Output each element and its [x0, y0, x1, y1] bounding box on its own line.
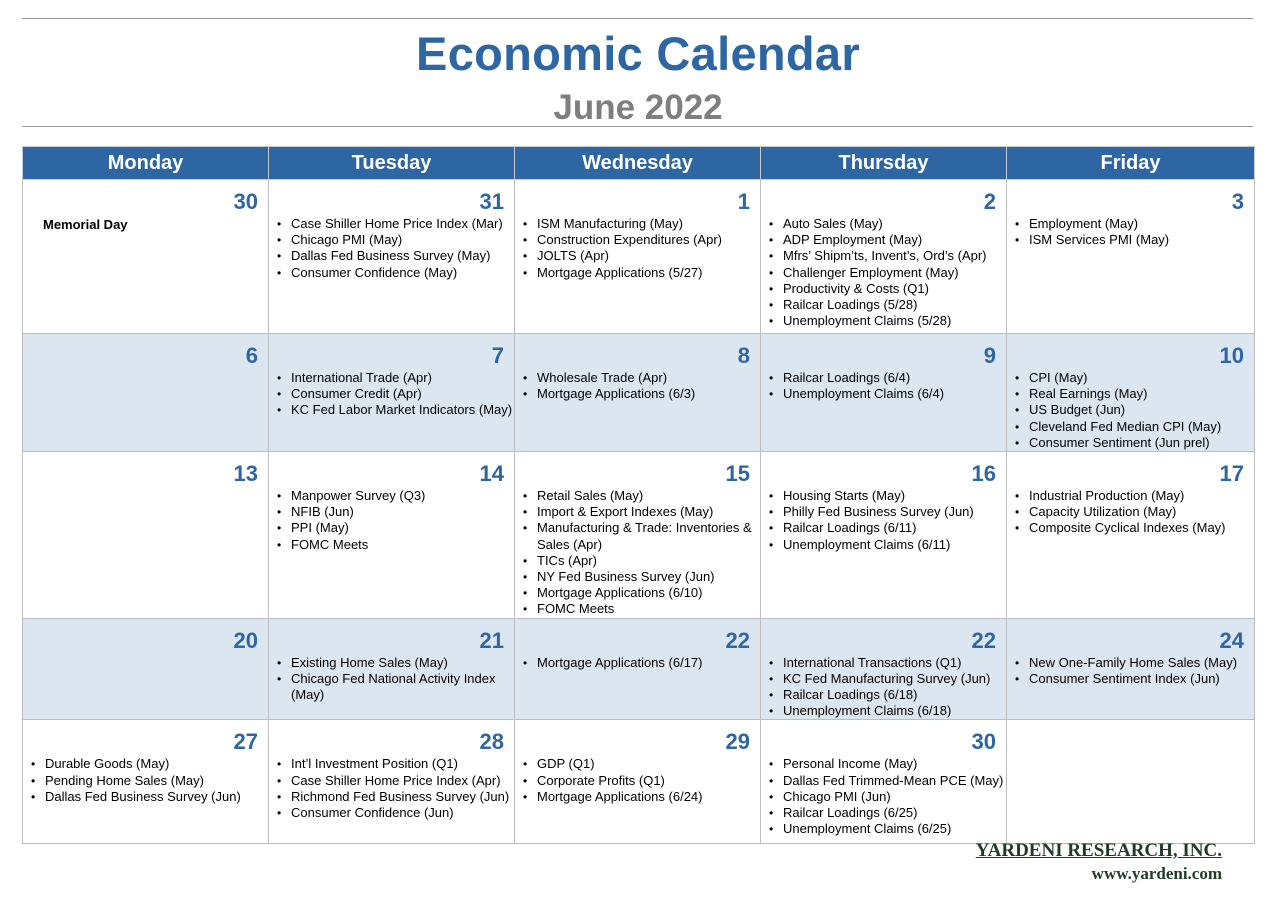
- event-item: • Dallas Fed Business Survey (Jun): [43, 789, 268, 805]
- event-item: • International Trade (Apr): [289, 370, 514, 386]
- event-list: [761, 488, 1006, 553]
- day-number: 7: [491, 343, 504, 368]
- event-item: • ISM Services PMI (May): [1027, 232, 1254, 248]
- header-rule: [22, 126, 1253, 127]
- event-item: • Mfrs’ Shipm’ts, Invent’s, Ord’s (Apr): [781, 248, 1006, 264]
- event-list: [1007, 216, 1254, 248]
- event-item: • Dallas Fed Trimmed-Mean PCE (May): [781, 773, 1006, 789]
- day-number: 8: [737, 343, 750, 368]
- week-row: [23, 334, 1255, 452]
- event-item: • Personal Income (May): [781, 756, 1006, 772]
- event-list: [515, 488, 760, 618]
- event-item: • Mortgage Applications (6/10): [535, 585, 760, 601]
- day-cell: [1007, 334, 1255, 452]
- day-number: 6: [245, 343, 258, 368]
- event-item: • Philly Fed Business Survey (Jun): [781, 504, 1006, 520]
- event-item: • New One-Family Home Sales (May): [1027, 655, 1254, 671]
- day-cell: [269, 618, 515, 720]
- event-item: • Unemployment Claims (6/18): [781, 703, 1006, 719]
- event-item: • International Transactions (Q1): [781, 655, 1006, 671]
- event-item: • ISM Manufacturing (May): [535, 216, 760, 232]
- event-item: • Unemployment Claims (6/11): [781, 537, 1006, 553]
- event-item: • Consumer Confidence (Jun): [289, 805, 514, 821]
- event-item: • Retail Sales (May): [535, 488, 760, 504]
- event-item: • Railcar Loadings (6/18): [781, 687, 1006, 703]
- day-number: 27: [233, 729, 258, 755]
- day-number: 22: [725, 627, 750, 653]
- page-title: Economic Calendar: [416, 27, 860, 80]
- event-item: • Mortgage Applications (6/17): [535, 655, 760, 671]
- event-list: [515, 370, 760, 402]
- day-number: 10: [1219, 343, 1244, 368]
- event-list: [23, 756, 268, 805]
- day-cell: [761, 720, 1007, 844]
- event-item: • Int’l Investment Position (Q1): [289, 756, 514, 772]
- weekday-header: Tuesday: [269, 147, 515, 180]
- day-number: 20: [233, 627, 258, 653]
- event-item: • Unemployment Claims (6/4): [781, 386, 1006, 402]
- week-row: [23, 618, 1255, 720]
- event-list: [761, 216, 1006, 329]
- event-item: • KC Fed Labor Market Indicators (May): [289, 402, 514, 418]
- event-item: • Mortgage Applications (6/24): [535, 789, 760, 805]
- day-cell: [515, 180, 761, 334]
- event-item: • Composite Cyclical Indexes (May): [1027, 520, 1254, 536]
- event-item: • Auto Sales (May): [781, 216, 1006, 232]
- day-cell: [515, 452, 761, 619]
- event-item: • Real Earnings (May): [1027, 386, 1254, 402]
- day-number: 9: [983, 343, 996, 368]
- calendar-table: [22, 146, 1255, 844]
- day-number: 21: [479, 627, 504, 653]
- day-cell: [1007, 452, 1255, 619]
- event-item: • Capacity Utilization (May): [1027, 504, 1254, 520]
- day-cell: [515, 334, 761, 452]
- weekday-header-row: [23, 147, 1255, 180]
- event-item: • FOMC Meets: [535, 601, 760, 617]
- event-list: [761, 655, 1006, 720]
- event-item: • Challenger Employment (May): [781, 265, 1006, 281]
- week-row: [23, 720, 1255, 844]
- event-item: • Manpower Survey (Q3): [289, 488, 514, 504]
- day-cell: [761, 180, 1007, 334]
- page-subtitle: June 2022: [553, 88, 723, 127]
- event-item: • KC Fed Manufacturing Survey (Jun): [781, 671, 1006, 687]
- event-item: • Employment (May): [1027, 216, 1254, 232]
- company-name: YARDENI RESEARCH, INC.: [975, 840, 1222, 861]
- event-item: • TICs (Apr): [535, 553, 760, 569]
- day-cell: [23, 334, 269, 452]
- day-number: 13: [233, 461, 258, 487]
- holiday-label: Memorial Day: [43, 217, 128, 232]
- event-item: • Consumer Sentiment (Jun prel): [1027, 435, 1254, 451]
- event-item: • Mortgage Applications (5/27): [535, 265, 760, 281]
- event-item: • Existing Home Sales (May): [289, 655, 514, 671]
- event-item: • JOLTS (Apr): [535, 248, 760, 264]
- day-number: 17: [1219, 461, 1244, 487]
- day-number: 15: [725, 461, 750, 487]
- event-item: • Industrial Production (May): [1027, 488, 1254, 504]
- week-row: [23, 180, 1255, 334]
- company-website: www.yardeni.com: [1091, 864, 1222, 883]
- event-list: [761, 756, 1006, 837]
- day-cell: [23, 720, 269, 844]
- event-list: [1007, 370, 1254, 451]
- day-number: 30: [971, 729, 996, 755]
- event-item: • Case Shiller Home Price Index (Mar): [289, 216, 514, 232]
- event-item: • Corporate Profits (Q1): [535, 773, 760, 789]
- day-cell: [269, 180, 515, 334]
- day-cell: [1007, 720, 1255, 844]
- event-item: • Pending Home Sales (May): [43, 773, 268, 789]
- day-cell: [23, 452, 269, 619]
- event-list: [269, 370, 514, 419]
- event-item: • Chicago PMI (May): [289, 232, 514, 248]
- day-cell: [1007, 618, 1255, 720]
- event-item: • NY Fed Business Survey (Jun): [535, 569, 760, 585]
- event-item: • CPI (May): [1027, 370, 1254, 386]
- event-list: [269, 488, 514, 553]
- event-item: • ADP Employment (May): [781, 232, 1006, 248]
- event-item: • Railcar Loadings (5/28): [781, 297, 1006, 313]
- day-number: 29: [725, 729, 750, 755]
- week-row: [23, 452, 1255, 619]
- event-list: [515, 756, 760, 805]
- event-item: • Chicago PMI (Jun): [781, 789, 1006, 805]
- event-item: • Consumer Confidence (May): [289, 265, 514, 281]
- event-item: • GDP (Q1): [535, 756, 760, 772]
- event-item: • PPI (May): [289, 520, 514, 536]
- event-item: • Cleveland Fed Median CPI (May): [1027, 419, 1254, 435]
- event-item: • Railcar Loadings (6/11): [781, 520, 1006, 536]
- day-cell: [761, 334, 1007, 452]
- event-item: • Railcar Loadings (6/4): [781, 370, 1006, 386]
- event-item: • Case Shiller Home Price Index (Apr): [289, 773, 514, 789]
- day-number: 3: [1231, 189, 1244, 214]
- event-list: [269, 216, 514, 281]
- event-item: • Railcar Loadings (6/25): [781, 805, 1006, 821]
- day-cell: [761, 452, 1007, 619]
- event-item: • Productivity & Costs (Q1): [781, 281, 1006, 297]
- weekday-header: Thursday: [761, 147, 1007, 180]
- event-list: [515, 655, 760, 671]
- event-item: • Consumer Sentiment Index (Jun): [1027, 671, 1254, 687]
- event-item: • Housing Starts (May): [781, 488, 1006, 504]
- event-item: • Richmond Fed Business Survey (Jun): [289, 789, 514, 805]
- event-item: • FOMC Meets: [289, 537, 514, 553]
- day-number: 24: [1219, 627, 1244, 653]
- day-cell: [269, 452, 515, 619]
- day-cell: [23, 180, 269, 334]
- event-list: [1007, 488, 1254, 537]
- day-cell: [761, 618, 1007, 720]
- day-number: 31: [479, 189, 504, 214]
- calendar-body: [23, 180, 1255, 844]
- event-item: • US Budget (Jun): [1027, 402, 1254, 418]
- event-item: • Unemployment Claims (6/25): [781, 821, 1006, 837]
- event-list: [761, 370, 1006, 402]
- day-cell: [269, 334, 515, 452]
- day-cell: [515, 720, 761, 844]
- event-item: • Consumer Credit (Apr): [289, 386, 514, 402]
- day-cell: [23, 618, 269, 720]
- event-item: • Unemployment Claims (5/28): [781, 313, 1006, 329]
- day-number: 30: [233, 189, 258, 214]
- day-number: 22: [971, 627, 996, 653]
- day-number: 1: [737, 189, 750, 214]
- event-item: • NFIB (Jun): [289, 504, 514, 520]
- weekday-header: Wednesday: [515, 147, 761, 180]
- day-cell: [515, 618, 761, 720]
- event-item: • Durable Goods (May): [43, 756, 268, 772]
- day-number: 28: [479, 729, 504, 755]
- event-item: • Wholesale Trade (Apr): [535, 370, 760, 386]
- event-item: • Import & Export Indexes (May): [535, 504, 760, 520]
- event-list: [515, 216, 760, 281]
- day-number: [1007, 720, 1254, 730]
- event-item: • Construction Expenditures (Apr): [535, 232, 760, 248]
- weekday-header: Monday: [23, 147, 269, 180]
- day-number: 2: [983, 189, 996, 214]
- event-item: • Mortgage Applications (6/3): [535, 386, 760, 402]
- event-item: • Manufacturing & Trade: Inventories & Sales (Apr): [535, 520, 760, 552]
- top-rule: [22, 18, 1253, 19]
- weekday-header: Friday: [1007, 147, 1255, 180]
- event-list: [269, 655, 514, 704]
- day-cell: [269, 720, 515, 844]
- event-list: [1007, 655, 1254, 687]
- day-number: 14: [479, 461, 504, 487]
- event-item: • Dallas Fed Business Survey (May): [289, 248, 514, 264]
- event-list: [269, 756, 514, 821]
- day-cell: [1007, 180, 1255, 334]
- day-number: 16: [971, 461, 996, 487]
- event-item: • Chicago Fed National Activity Index (May): [289, 671, 514, 703]
